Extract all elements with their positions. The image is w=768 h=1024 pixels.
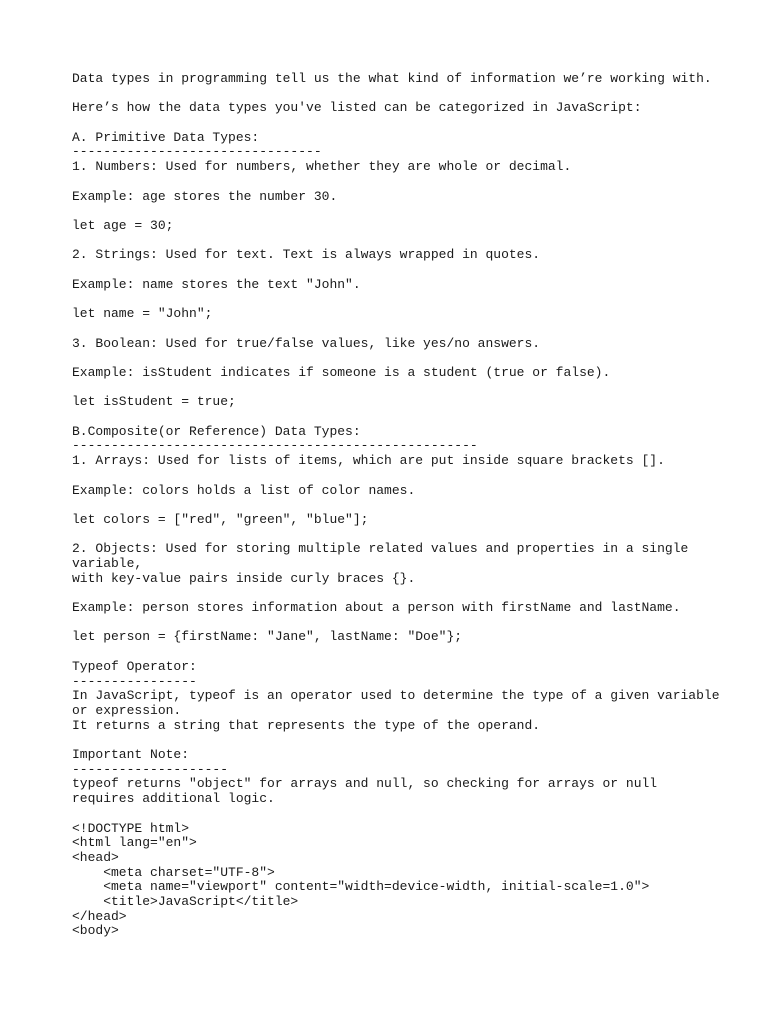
blank-line xyxy=(72,116,732,131)
blank-line xyxy=(72,381,732,396)
text-line: Data types in programming tell us the what kind of information we’re working with. xyxy=(72,71,712,86)
document-body xyxy=(72,72,732,939)
blank-line xyxy=(72,234,732,249)
text-line: Here’s how the data types you've listed can be categorized in JavaScript: xyxy=(72,100,642,116)
blank-line xyxy=(72,528,732,543)
text-line: let age = 30; xyxy=(72,217,174,233)
section-divider: -------------------------------- xyxy=(72,144,322,160)
blank-line xyxy=(72,807,732,822)
text-line: let name = "John"; xyxy=(72,306,213,322)
blank-line xyxy=(72,469,732,484)
text-line: requires additional logic. xyxy=(72,791,275,807)
blank-line xyxy=(72,175,732,190)
text-line: 2. Objects: Used for storing multiple related values and properties in a single xyxy=(72,541,689,557)
text-line: 3. Boolean: Used for true/false values, like yes/no answers. xyxy=(72,335,541,351)
text-line: It returns a string that represents the type of the operand. xyxy=(72,717,541,733)
blank-line xyxy=(72,733,732,748)
blank-line xyxy=(72,292,732,307)
text-line: <!DOCTYPE html> xyxy=(72,820,190,836)
text-line: Example: age stores the number 30. xyxy=(72,188,338,204)
text-line: 2. Strings: Used for text. Text is always wrapped in quotes. xyxy=(72,247,541,263)
text-line: with key-value pairs inside curly braces {}. xyxy=(72,570,416,586)
text-line: Typeof Operator: xyxy=(72,658,197,674)
text-line: B.Composite(or Reference) Data Types: xyxy=(72,423,361,439)
text-line: Example: person stores information about a person with firstName and lastName. xyxy=(72,600,681,616)
blank-line xyxy=(72,263,732,278)
text-line: Important Note: xyxy=(72,747,190,763)
text-line: <body> xyxy=(72,923,119,939)
blank-line xyxy=(72,410,732,425)
text-line: let isStudent = true; xyxy=(72,394,236,410)
section-divider: -------------------- xyxy=(72,761,229,777)
text-line: <meta name="viewport" content="width=device-width, initial-scale=1.0"> xyxy=(72,879,650,895)
text-line: Example: isStudent indicates if someone is a student (true or false). xyxy=(72,364,611,380)
blank-line xyxy=(72,498,732,513)
blank-line xyxy=(72,351,732,366)
text-line: <title>JavaScript</title> xyxy=(72,894,299,910)
blank-line xyxy=(72,322,732,337)
text-line: A. Primitive Data Types: xyxy=(72,129,260,145)
text-line: <meta charset="UTF-8"> xyxy=(72,864,275,880)
blank-line xyxy=(72,586,732,601)
text-line: typeof returns "object" for arrays and null, so checking for arrays or null xyxy=(72,776,658,792)
text-line: let colors = ["red", "green", "blue"]; xyxy=(72,511,369,527)
text-line: Example: name stores the text "John". xyxy=(72,276,361,292)
blank-line xyxy=(72,645,732,660)
text-line: </head> xyxy=(72,908,127,924)
text-line: 1. Numbers: Used for numbers, whether they are whole or decimal. xyxy=(72,159,572,175)
blank-line xyxy=(72,204,732,219)
text-line: <html lang="en"> xyxy=(72,835,197,851)
text-line: or expression. xyxy=(72,702,182,718)
text-line: variable, xyxy=(72,555,143,571)
text-line: In JavaScript, typeof is an operator used to determine the type of a given variable xyxy=(72,688,720,704)
text-line: let person = {firstName: "Jane", lastName: "Doe"}; xyxy=(72,629,463,645)
section-divider: ---------------------------------------------------- xyxy=(72,438,478,454)
blank-line xyxy=(72,616,732,631)
text-line: Example: colors holds a list of color names. xyxy=(72,482,416,498)
text-line: 1. Arrays: Used for lists of items, which are put inside square brackets []. xyxy=(72,453,665,469)
section-divider: ---------------- xyxy=(72,673,197,689)
blank-line xyxy=(72,87,732,102)
text-line: <head> xyxy=(72,849,119,865)
